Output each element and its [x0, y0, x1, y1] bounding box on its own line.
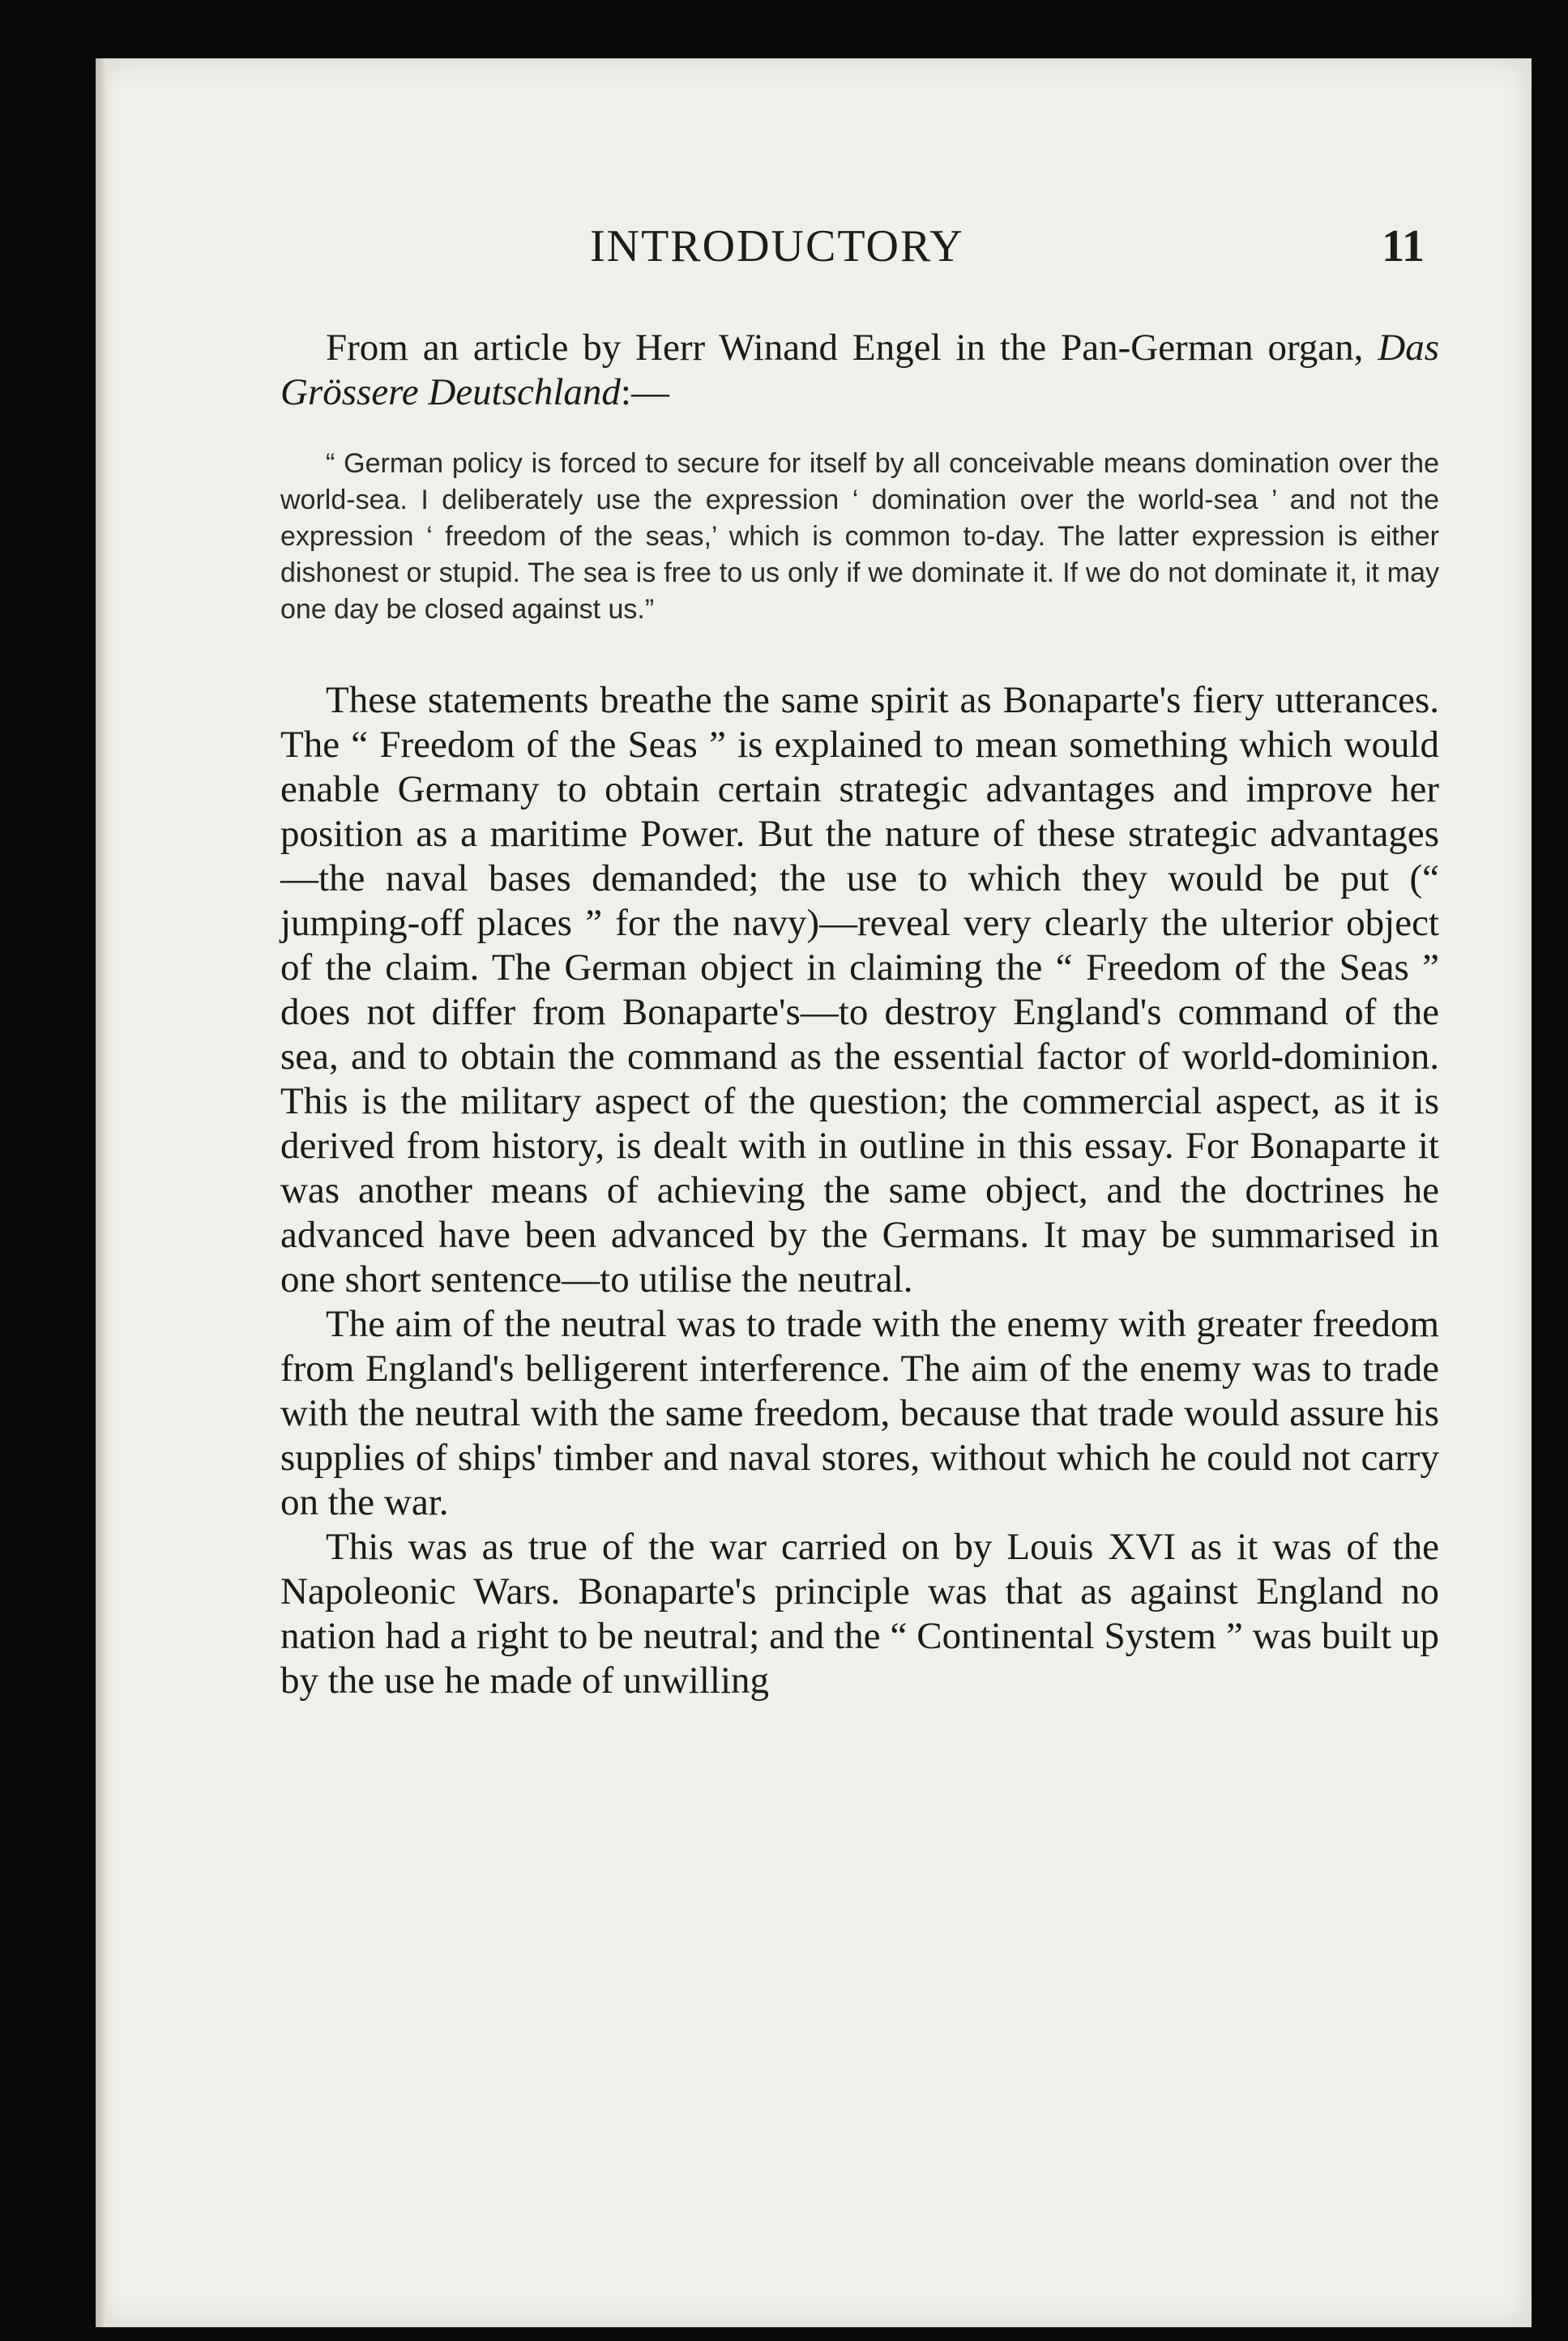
block-quote: “ German policy is forced to secure for itself by all conceivable means domination over the world-sea. I deliberately use the expression ‘ domination over the world-sea ’ and not the expression ‘ freedom of the seas,’ which is common to-day. The latter expression is either dishonest or stupid. The sea is free to us only if we dominate it. If we do not dominate it, it may one day be closed against us.” — [280, 448, 1439, 625]
paragraph-3: This was as true of the war carried on by Louis XVI as it was of the Napoleonic Wars. Bonaparte's principle was that as against England no nation had a right to be neutral; and the “ Continental System ” was built up by the use he made of unwilling — [280, 1526, 1439, 1702]
page-body — [280, 326, 1439, 1703]
intro-paragraph — [280, 326, 1439, 415]
intro-lead: From an article by Herr Winand Engel in the Pan-German organ, — [326, 327, 1378, 369]
page-binding-edge — [96, 58, 107, 2327]
running-header — [590, 220, 1425, 285]
paragraph-2: The aim of the neutral was to trade with the enemy with greater freedom from England's belligerent interference. The aim of the enemy was to trade with the neutral with the same freedom, because that trade would assure his supplies of ships' timber and naval stores, without which he could not carry on the war. — [280, 1303, 1439, 1523]
publication-title: Das Grössere Deutschland — [280, 327, 1439, 413]
intro-trail: :— — [620, 371, 669, 413]
running-title: INTRODUCTORY — [590, 221, 964, 271]
book-page — [96, 58, 1532, 2327]
paragraph-1: These statements breathe the same spirit as Bonaparte's fiery utterances. The “ Freedom of the Seas ” is explained to mean something which would enable Germany to obtain certain strategic advantages and improve her position as a maritime Power. But the nature of these strategic advantages—the naval bases demanded; the use to which they would be put (“ jumping-off places ” for the navy)—reveal very clearly the ulterior object of the claim. The German object in claiming the “ Freedom of the Seas ” does not differ from Bonaparte's—to destroy England's command of the sea, and to obtain the command as the essential factor of world-dominion. This is the military aspect of the question; the commercial aspect, as it is derived from history, is dealt with in outline in this essay. For Bonaparte it was another means of achieving the same object, and the doctrines he advanced have been advanced by the Germans. It may be summarised in one short sentence—to utilise the neutral. — [280, 679, 1439, 1301]
page-number: 11 — [1382, 221, 1425, 271]
